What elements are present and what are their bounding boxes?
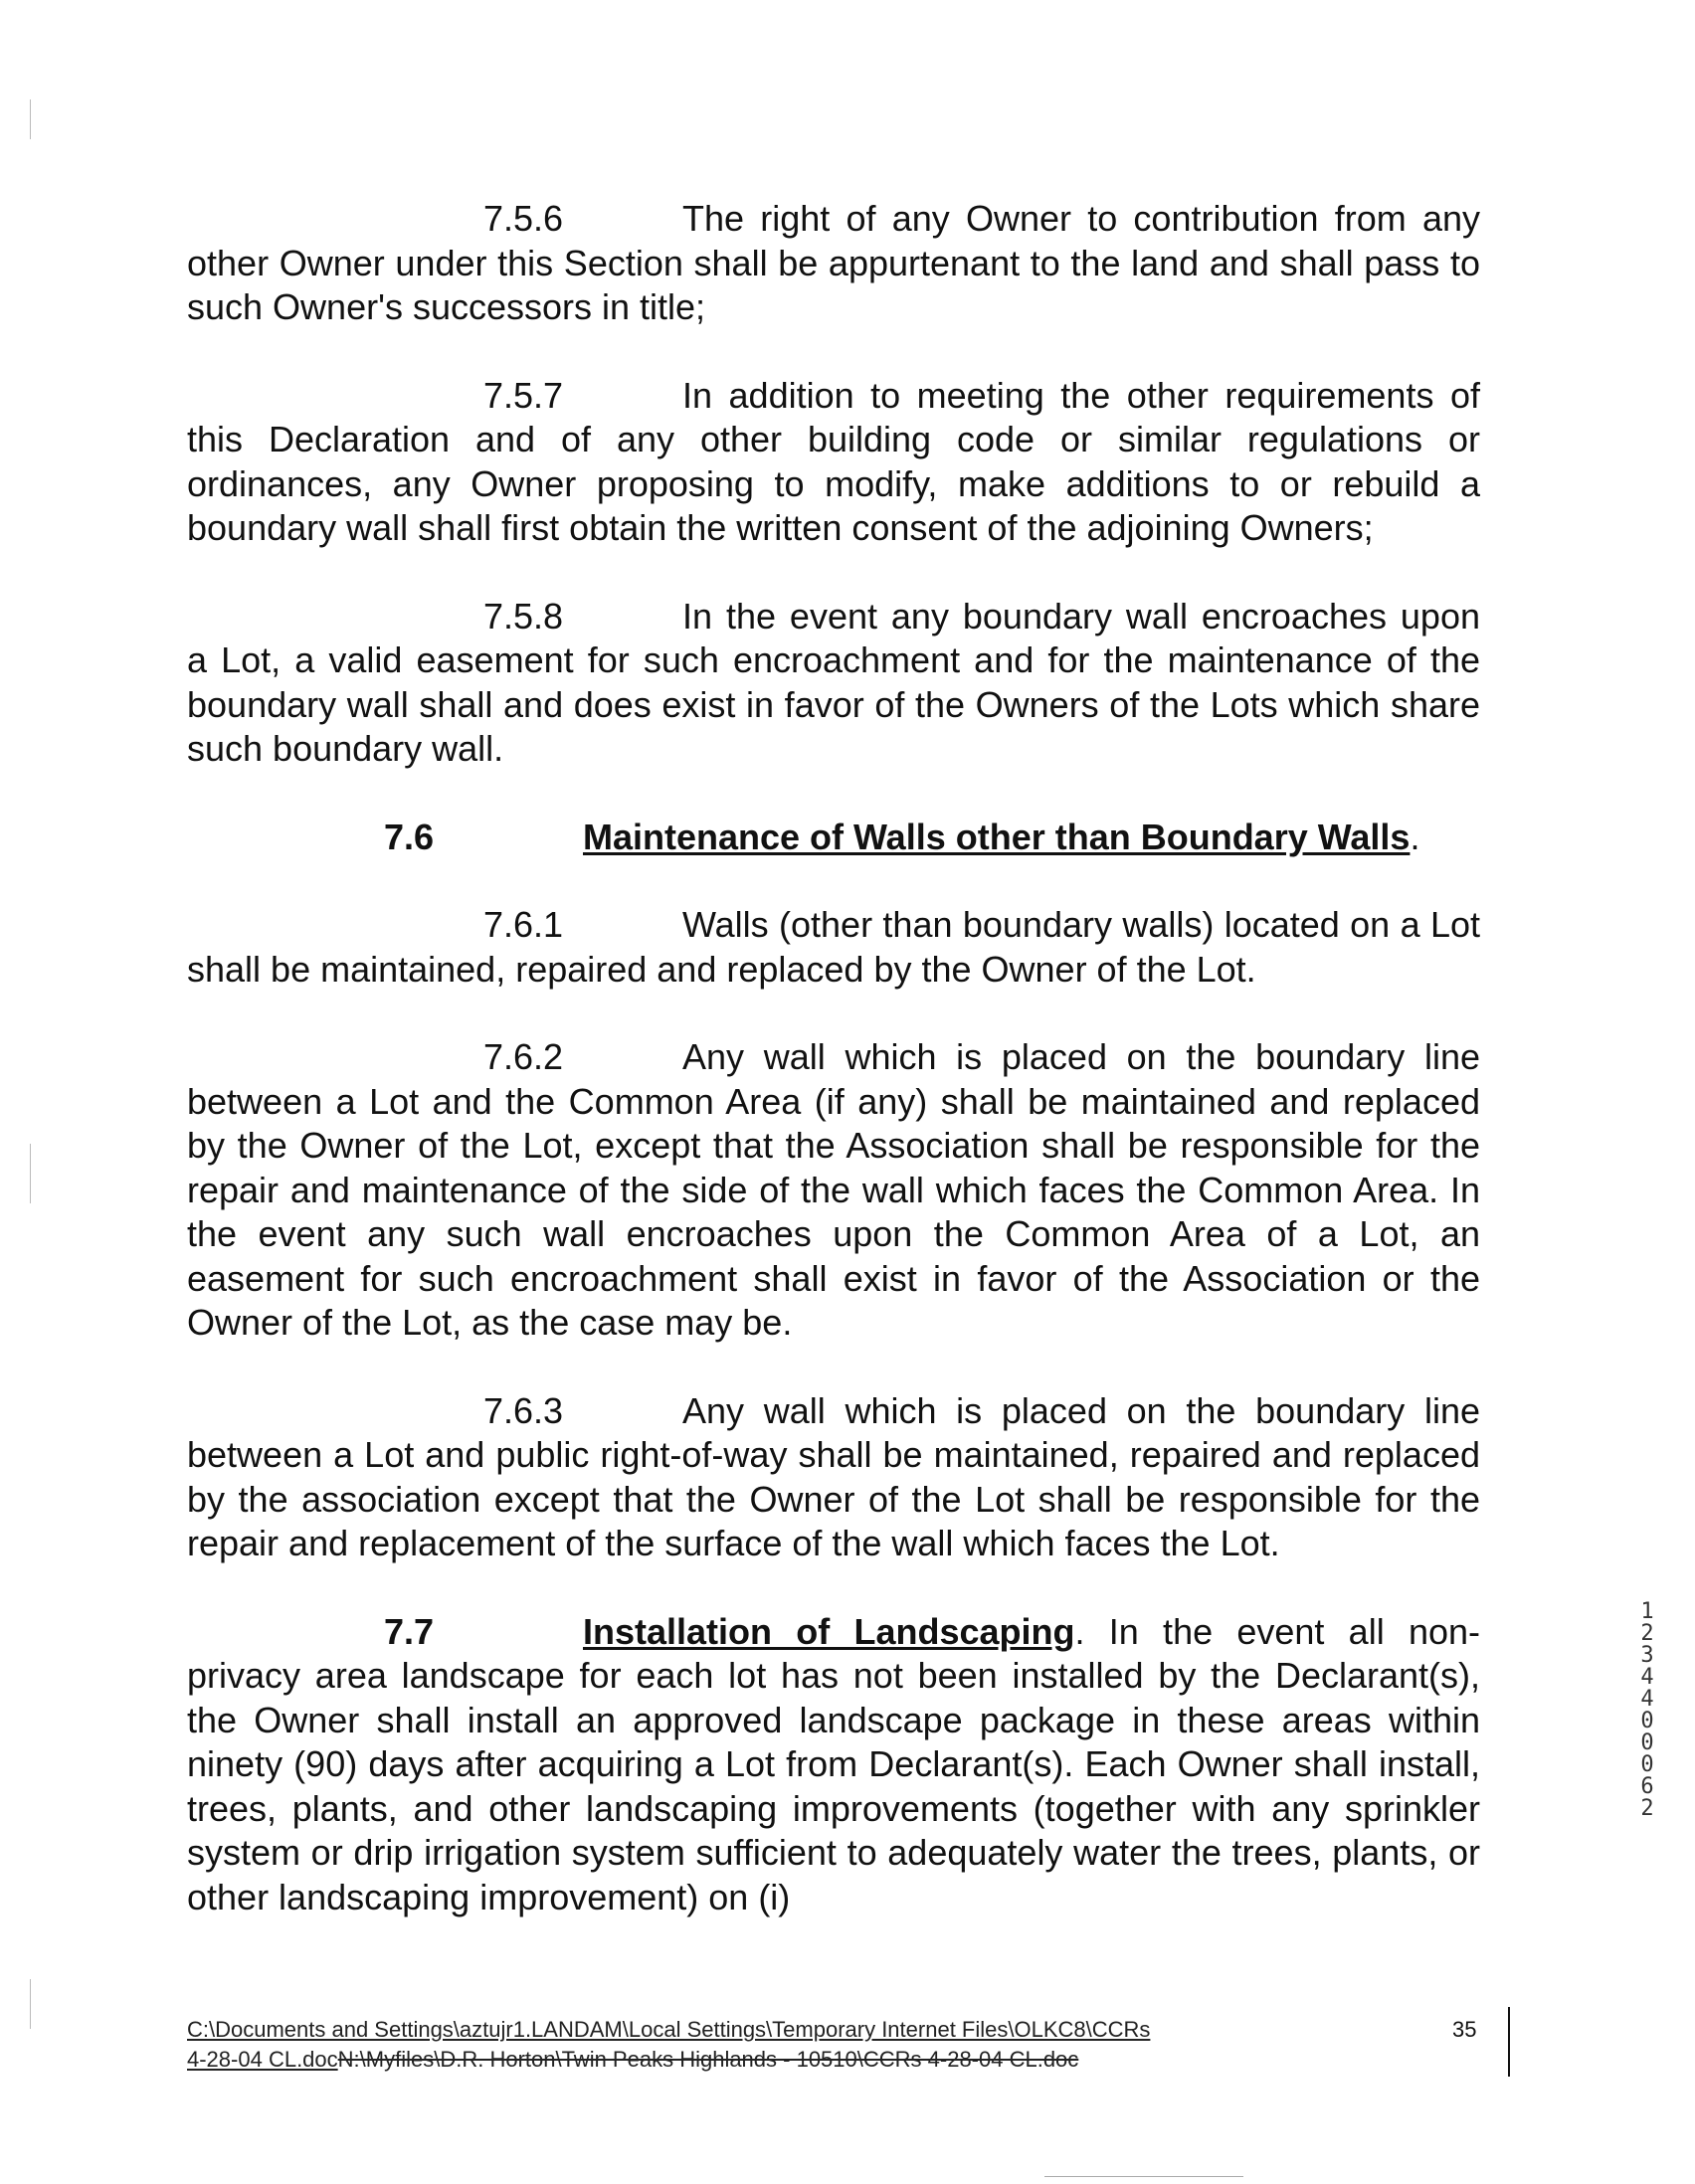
section-number: 7.7 <box>384 1610 435 1652</box>
paragraph-number: 7.6.1 <box>483 904 564 945</box>
paragraph-text: Any wall which is placed on the boundary line between a Lot and the Common Area (if any) shall be maintained and replaced by the Owner of the Lot, except that the Association shall be responsible for the repair and maintenance of the side of the wall which faces the Common Area. In the event any such wall encroaches upon the Common Area of a Lot, an easement for such encroachment shall exist in favor of the Association or the Owner of the Lot, as the case may be. <box>187 1036 1480 1343</box>
section-title: Installation of Landscaping <box>583 1610 1075 1652</box>
footer-path-line-1: C:\Documents and Settings\aztujr1.LANDAM\Local Settings\Temporary Internet Files\OLKC8\CCRs <box>187 2017 1151 2042</box>
page-number: 35 <box>1452 2017 1477 2042</box>
paragraph-number: 7.6.2 <box>483 1036 564 1077</box>
scan-edge-mark <box>30 99 31 139</box>
paragraph-text: In addition to meeting the other requirements of this Declaration and of any other building code or similar regulations or ordinances, any Owner proposing to modify, make additions to or rebuild a boundary wall shall first obtain the written consent of the adjoining Owners; <box>187 374 1480 548</box>
scan-edge-mark <box>30 1979 31 2029</box>
paragraph-number: 7.5.6 <box>483 198 564 239</box>
section-heading-7-6 <box>187 816 1480 860</box>
paragraph-7-5-7 <box>187 374 1480 551</box>
paragraph-7-6-3 <box>187 1389 1480 1566</box>
paragraph-number: 7.5.8 <box>483 595 564 637</box>
footer-path-current: 4-28-04 CL.doc <box>187 2047 338 2072</box>
recording-stamp: 12344 00062 <box>1640 1599 1654 1821</box>
section-number: 7.6 <box>384 816 435 857</box>
scan-bottom-line <box>1044 2176 1243 2177</box>
footer-file-path <box>187 2015 1480 2075</box>
paragraph-number: 7.5.7 <box>483 374 564 416</box>
paragraph-7-6-2 <box>187 1035 1480 1346</box>
scan-edge-mark <box>30 1144 31 1203</box>
section-title-period: . <box>1410 816 1420 857</box>
paragraph-7-5-6 <box>187 197 1480 330</box>
paragraph-7-6-1 <box>187 903 1480 992</box>
footer-path-deleted: N:\Myfiles\D.R. Horton\Twin Peaks Highlands - 10510\CCRs 4-28-04 CL.doc <box>337 2047 1079 2072</box>
page-content <box>187 197 1480 1919</box>
section-7-7 <box>187 1610 1480 1920</box>
paragraph-text: In the event any boundary wall encroaches upon a Lot, a valid easement for such encroachment and for the maintenance of the boundary wall shall and does exist in favor of the Owners of the Lots which share such boundary wall. <box>187 595 1480 769</box>
paragraph-number: 7.6.3 <box>483 1389 564 1431</box>
section-title: Maintenance of Walls other than Boundary Walls <box>583 816 1411 857</box>
footer-path-line-2 <box>187 2045 1480 2075</box>
paragraph-7-5-8 <box>187 595 1480 772</box>
section-text: . In the event all non-privacy area landscape for each lot has not been installed by the Declarant(s), the Owner shall install an approved landscape package in these areas within ninety (90) days after acquiring a Lot from Declarant(s). Each Owner shall install, trees, plants, and other landscaping improvements (together with any sprinkler system or drip irrigation system sufficient to adequately water the trees, plants, or other landscaping improvement) on (i) <box>187 1610 1480 1917</box>
paragraph-text: Walls (other than boundary walls) located on a Lot shall be maintained, repaired and replaced by the Owner of the Lot. <box>187 904 1480 990</box>
paragraph-text: Any wall which is placed on the boundary line between a Lot and public right-of-way shall be maintained, repaired and replaced by the association except that the Owner of the Lot shall be responsible for the repair and replacement of the surface of the wall which faces the Lot. <box>187 1389 1480 1563</box>
revision-bar <box>1508 2007 1510 2077</box>
paragraph-text: The right of any Owner to contribution from any other Owner under this Section shall be appurtenant to the land and shall pass to such Owner's successors in title; <box>187 198 1480 327</box>
